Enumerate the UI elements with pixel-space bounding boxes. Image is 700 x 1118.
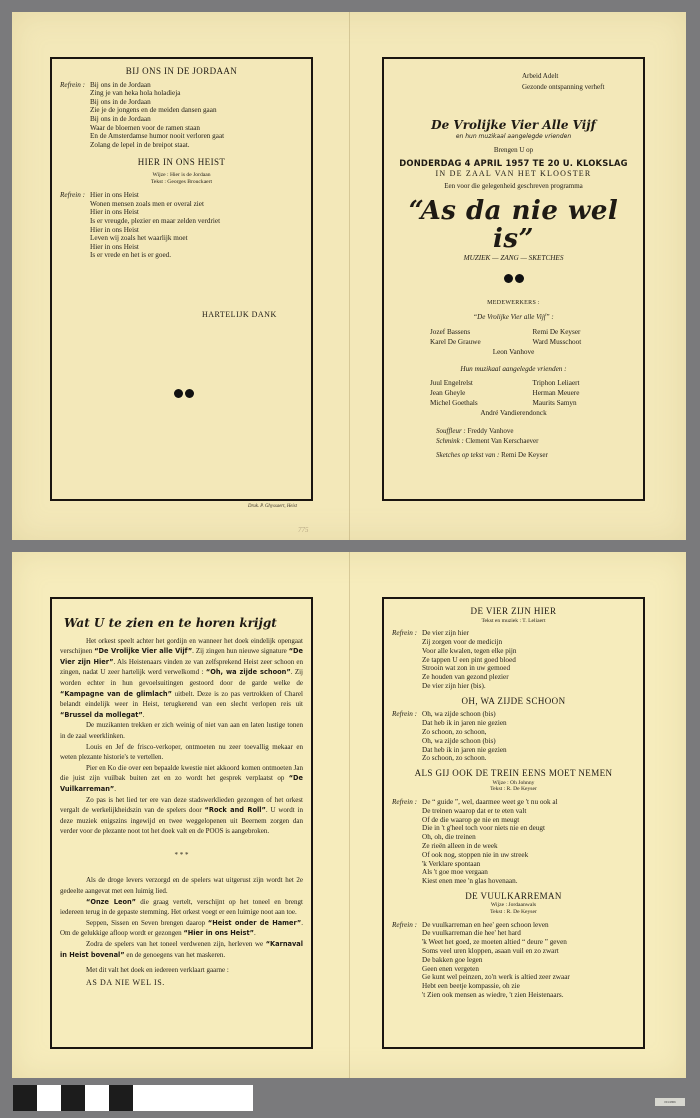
lyric-line: Bij ons in de Jordaan (90, 97, 151, 106)
song-credit: Wijze : Jordaanwals (490, 902, 537, 909)
lyric-line: Hier in ons Heist (90, 242, 139, 251)
program-line: Een voor die gelegenheid geschreven programma (444, 181, 583, 190)
color-patch (85, 1085, 109, 1111)
shelfmark: 775 (298, 526, 309, 534)
member-name: Remi De Keyser (532, 328, 581, 337)
song-credit: Wijze : Hier is de Jordaan (152, 171, 211, 178)
paragraph: Louis en Jef de frisco-verkoper, ontmoeten nu zeer toevallig mekaar en weten plezante historie's te vertellen. (60, 742, 303, 762)
lyric-line: Ge kunt wel peinzen, zo'n werk is altied zeer zwaar (422, 973, 570, 982)
lyric-line: Zo schoon, zo schoon. (422, 754, 487, 763)
printer-credit: Druk. P. Ghyssaert, Heist (248, 504, 297, 509)
friend-name: Maurits Samyn (532, 398, 577, 407)
group-name: De Vrolijke Vier Alle Vijf (431, 118, 596, 132)
song-title: BIJ ONS IN DE JORDAAN (125, 66, 238, 76)
paragraph: Als de droge levers verzorgd en de spelers wat uitgerust zijn wordt het 2e gedeelte aangevat met een luimig lied. (60, 876, 303, 896)
scan-tag: 001/2806 (655, 1098, 685, 1106)
lyric-line: Zo schoon, zo schoon, (422, 727, 487, 736)
paragraph: “Onze Leon” die graag vertelt, verschijnt op het toneel en brengt iedereen terug in de gepaste stemming. Het orkest voegt er een luimige noot aan toe. (60, 897, 303, 917)
lyric-line: De treinen waarop dat er te eten valt (422, 806, 527, 815)
lyric-line: Wonen mensen zoals men er overal ziet (90, 199, 204, 208)
refrain (60, 81, 303, 150)
songs-page (382, 597, 645, 1049)
refrain-label: Refrein : (392, 629, 418, 638)
friend-name: Juul Engelrelst (430, 378, 473, 387)
friend-name: André Vandierendonck (480, 408, 547, 417)
lyric-line: Is er vrede en het is er goed. (90, 251, 172, 260)
lyric-line: Hier in ons Heist (90, 225, 139, 234)
refrain-label: Refrein : (392, 710, 418, 719)
lyric-line: De “ guide ”, wel, daarmee weet ge 't nu ook al (422, 797, 558, 806)
song-credit: Tekst : R. De Keyser (490, 786, 537, 793)
refrain (392, 921, 635, 1000)
sketches-credit: Sketches op tekst van : Remi De Keyser (436, 450, 548, 459)
lyric-line: Ze houden van gezond plezier (422, 673, 509, 682)
members-list (392, 327, 635, 347)
event-venue: IN DE ZAAL VAN HET KLOOSTER (435, 169, 592, 179)
lyric-line: Dat heb ik in jaren nie gezien (422, 719, 507, 728)
song-credit: Tekst : R. De Keyser (490, 909, 537, 916)
genres: MUZIEK — ZANG — SKETCHES (463, 253, 564, 262)
refrain (392, 798, 635, 886)
color-patch (133, 1085, 253, 1111)
lyric-line: 'k Verklare spontaan (422, 859, 481, 868)
song-title: DE VIER ZIJN HIER (470, 606, 557, 616)
ornament-dots-icon (392, 274, 635, 283)
section-heading: Wat U te zien en te horen krijgt (64, 616, 277, 630)
asterism-divider: * * * (174, 850, 189, 859)
lyric-line: Zolang de lepel in de breipot staat. (90, 140, 190, 149)
lyric-line: Is er vreugde, plezier en maar zelden verdriet (90, 216, 221, 225)
lyric-line: 'k Weet het goed, ze moeten altied “ deure ” geven (422, 938, 567, 947)
lyric-line: Soms veel uren kloppen, asaan vuil en zo zwart (422, 947, 559, 956)
paragraph: Het orkest speelt achter het gordijn en wanneer het doek eindelijk opengaat verschijnen “De Vrolijke Vier alle Vijf”. Zij zingen hun nieuwe signature “De Vier zijn Hier”. Als Heistenaars vinden ze van zelfsprekend Heist zeer schoon en zingen, nadat U zeer hartelijk werd verwelkomd : “Oh, wa zijde schoon”. Zij worden echter in hun gevoelsuitingen gestoord door de garde welke de “Kampagne van de glimlach” uitbelt. Deze is zo pas vertrokken of Charel belandt eindelijk weer in Heist, terugkerend van een slecht verlopen reis uit “Brussel da mollegat”. (60, 636, 303, 719)
thanks-text: HARTELIJK DANK (202, 310, 277, 319)
lyric-line: Of ook nog, stoppen nie in uw streek (422, 850, 529, 859)
lyric-line: Of de die waarop ge nie en meugt (422, 815, 520, 824)
refrain (60, 191, 303, 260)
lyric-line: De vier zijn hier (bis). (422, 681, 486, 690)
refrain-lines (90, 81, 303, 150)
lyric-line: De vier zijn hier (422, 629, 469, 638)
show-title: “As da nie wel is” (408, 195, 619, 254)
group-quote: “De Vrolijke Vier alle Vijf” : (473, 312, 554, 321)
paragraph: Zodra de spelers van het toneel verdwenen zijn, herleven we “Karnaval in Heist bovenal” en de genoegens van het maskeren. (60, 940, 303, 959)
paragraph: Seppen, Sissen en Seven brengen daarop “Heist onder de Hamer”. Om de gelukkige afloop wordt er gezongen “Hier in ons Heist”. (60, 918, 303, 938)
motto (392, 71, 635, 93)
lyric-line: Hier in ons Heist (90, 208, 139, 217)
lyric-line: De bakken goe legen (422, 955, 483, 964)
lyric-line: Waar de bloemen voor de ramen staan (90, 123, 200, 132)
medewerkers-heading: MEDEWERKERS : (487, 300, 540, 307)
friends-heading: Hun muzikaal aangelegde vrienden : (460, 365, 567, 374)
song-credit: Tekst en muziek : T. Leliaert (481, 617, 546, 624)
lyric-line: Ze rieën alleen in de week (422, 841, 498, 850)
schmink-credit: Schmink : Clement Van Kerschaever (436, 436, 539, 445)
lyric-line: Die in 't g'heel toch voor niets nie en deugt (422, 824, 545, 833)
song-title: HIER IN ONS HEIST (137, 157, 226, 168)
lyric-line: Voor alle kwalen, tegen elke pijn (422, 646, 517, 655)
friend-name: Herman Meuere (532, 388, 580, 397)
crew-credits (392, 426, 635, 460)
lyric-line: Zij zorgen voor de medicijn (422, 637, 503, 646)
lyric-line: Bij ons in de Jordaan (90, 80, 151, 89)
song-title: ALS GIJ OOK DE TREIN EENS MOET NEMEN (414, 768, 613, 779)
scan-color-bar (13, 1085, 253, 1111)
lyric-line: Leven wij zoals het waarlijk moet (90, 234, 188, 243)
refrain-label: Refrein : (392, 797, 418, 806)
lyric-line: De vuulkarreman en hee' geen schoon leven (422, 920, 549, 929)
program-description-page (50, 597, 313, 1049)
closing-line: AS DA NIE WEL IS. (86, 977, 165, 987)
friend-name: Triphon Leliaert (532, 378, 580, 387)
lyric-line: Als 't goe moe vergaan (422, 868, 488, 877)
lyric-line: En de Amsterdamse humor nooit verloren gaat (90, 132, 225, 141)
lyric-line: Zing je van heka hola holadieja (90, 89, 181, 98)
color-patch (61, 1085, 85, 1111)
friend-name: Jean Gheyle (430, 388, 466, 397)
event-date: DONDERDAG 4 APRIL 1957 TE 20 U. KLOKSLAG (399, 157, 628, 168)
motto-line: Arbeid Adelt (522, 72, 559, 80)
ornament-dots-icon (174, 389, 194, 398)
top-sheet (12, 12, 686, 540)
lyric-line: Hier in ons Heist (90, 191, 139, 200)
lyric-line: Zie je de jongens en de meiden dansen gaan (90, 106, 217, 115)
friend-name: Michel Goethals (430, 398, 478, 407)
lyrics-page-left (50, 57, 313, 501)
lyric-line: De vuulkarreman die hee' het hard (422, 929, 521, 938)
paragraph: Met dit valt het doek en iedereen verklaart gaarne : (86, 966, 229, 975)
lyric-line: 't Zien ook mensen as wiedre, 't zien Heistenaars. (422, 991, 564, 1000)
group-subtitle: en hun muzikaal aangelegde vrienden (455, 132, 572, 140)
motto-line: Gezonde ontspanning verheft (522, 83, 605, 91)
refrain-label: Refrein : (60, 191, 86, 200)
cover-page (382, 57, 645, 501)
lyric-line: Kiest enen mee 'n glas hovenaan. (422, 877, 518, 886)
lyric-line: Oh, wa zijde schoon (bis) (422, 710, 496, 719)
paragraph: De muzikanten trekken er zich weinig of niet van aan en laten lustige tonen in de zaal weerklinken. (60, 721, 303, 740)
song-title: DE VUULKARREMAN (465, 890, 562, 901)
member-name: Ward Musschoot (532, 338, 582, 347)
refrain-lines (90, 191, 303, 260)
souffleur-credit: Souffleur : Freddy Vanhove (436, 426, 514, 435)
lyric-line: Strooin wat zon in uw gemoed (422, 664, 511, 673)
color-patch (13, 1085, 37, 1111)
song-title: OH, WA ZIJDE SCHOON (461, 695, 566, 706)
fold-line (349, 12, 350, 540)
lyric-line: Dat heb ik in jaren nie gezien (422, 745, 507, 754)
fold-line (349, 552, 350, 1078)
lyric-line: Bij ons in de Jordaan (90, 114, 151, 123)
refrain-label: Refrein : (392, 920, 418, 929)
brengen-text: Brengen U op (493, 146, 534, 155)
refrain (392, 629, 635, 691)
member-name: Jozef Bassens (430, 328, 471, 337)
lyric-line: Geen enen vergeten (422, 964, 479, 973)
color-patch (37, 1085, 61, 1111)
lyric-line: Ze tappen U een pint goed bloed (422, 655, 516, 664)
lyric-line: Hebt een beetje kompassie, oh zie (422, 982, 520, 991)
friends-list (392, 378, 635, 408)
paragraph: Pier en Ko die over een bepaalde kwestie niet akkoord komen ontmoeten Jan die juist zijn vuilbak buiten zet en zo wordt het gesprek verplaatst op “De Vuilkarreman”. (60, 763, 303, 793)
member-name: Leon Vanhove (492, 348, 535, 357)
color-patch (109, 1085, 133, 1111)
lyric-line: Oh, oh, die treinen (422, 833, 476, 842)
lyric-line: Oh, wa zijde schoon (bis) (422, 736, 496, 745)
refrain (392, 710, 635, 763)
program-prose (60, 636, 303, 988)
paragraph: Zo pas is het lied ter ere van deze stadswerklieden gezongen of het orkest vergalt de werkelijkheidszin van de spelers door “Rock and Roll”. U wordt in deze muziek enigszins ingewijd en twee weggelopenen uit Beernem zorgen dan verder voor de plezante noot tot het doek valt en de POOS is aangebroken. (60, 795, 303, 836)
bottom-sheet (12, 552, 686, 1078)
refrain-label: Refrein : (60, 80, 86, 89)
member-name: Karel De Grauwe (430, 338, 481, 347)
song-credit: Wijze : Oh Johnny (492, 779, 535, 786)
song-credit: Tekst : Georges Brouckaert (150, 178, 213, 185)
